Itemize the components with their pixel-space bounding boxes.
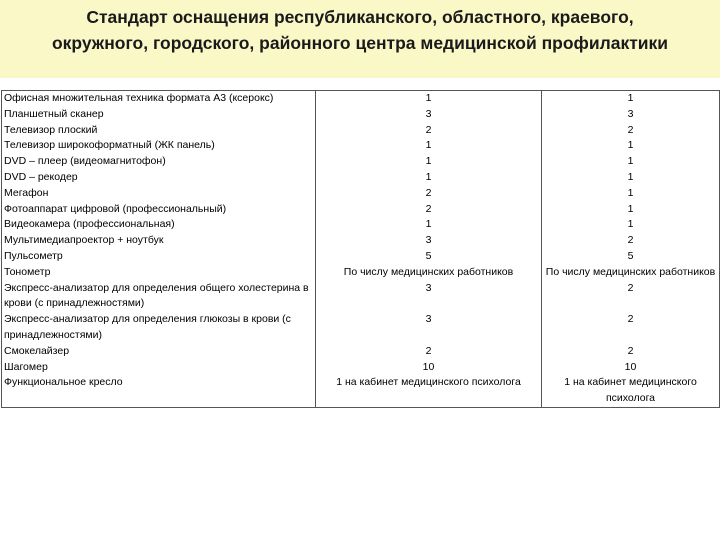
quantity-district: 1 [542,138,720,154]
quantity-district: По числу медицинских работников [542,265,720,281]
quantity-district: 1 [542,186,720,202]
table-row [2,249,720,265]
equipment-name: DVD – плеер (видеомагнитофон) [2,154,316,170]
quantity-regional: 1 [316,91,542,107]
quantity-district: 3 [542,107,720,123]
quantity-district: 2 [542,233,720,249]
quantity-regional: 1 [316,154,542,170]
quantity-regional: 3 [316,233,542,249]
quantity-regional: 3 [316,107,542,123]
title-line-1: Стандарт оснащения республиканского, областного, краевого, [86,7,634,27]
equipment-name: Тонометр [2,265,316,281]
quantity-regional: 2 [316,202,542,218]
quantity-regional: 2 [316,186,542,202]
table-row [2,91,720,107]
quantity-district: 1 [542,154,720,170]
quantity-regional: 2 [316,123,542,139]
equipment-name: Планшетный сканер [2,107,316,123]
table-row [2,123,720,139]
table-row [2,154,720,170]
equipment-name: DVD – рекодер [2,170,316,186]
equipment-name: Фотоаппарат цифровой (профессиональный) [2,202,316,218]
quantity-district: 2 [542,312,720,344]
table-row [2,360,720,376]
quantity-regional: 1 [316,170,542,186]
equipment-name: Телевизор широкоформатный (ЖК панель) [2,138,316,154]
table-row [2,265,720,281]
quantity-district: 1 на кабинет медицинского психолога [542,375,720,407]
table-row [2,344,720,360]
equipment-table [1,90,720,408]
equipment-name: Телевизор плоский [2,123,316,139]
quantity-regional: 1 на кабинет медицинского психолога [316,375,542,407]
quantity-regional: 2 [316,344,542,360]
quantity-regional: 3 [316,281,542,313]
table-row [2,138,720,154]
table-row [2,281,720,313]
quantity-district: 10 [542,360,720,376]
quantity-regional: 5 [316,249,542,265]
equipment-name: Видеокамера (профессиональная) [2,217,316,233]
table-row [2,233,720,249]
quantity-district: 2 [542,123,720,139]
quantity-regional: По числу медицинских работников [316,265,542,281]
quantity-district: 5 [542,249,720,265]
quantity-district: 1 [542,91,720,107]
quantity-district: 1 [542,202,720,218]
table-row [2,217,720,233]
equipment-name: Мультимедиапроектор + ноутбук [2,233,316,249]
title-line-2: окружного, городского, районного центра медицинской профилактики [51,33,669,53]
equipment-name: Шагомер [2,360,316,376]
equipment-name: Экспресс-анализатор для определения общего холестерина в крови (с принадлежностями) [2,281,316,313]
table-row [2,202,720,218]
quantity-regional: 1 [316,138,542,154]
equipment-name: Экспресс-анализатор для определения глюкозы в крови (с принадлежностями) [2,312,316,344]
quantity-regional: 10 [316,360,542,376]
equipment-name: Смокелайзер [2,344,316,360]
equipment-name: Функциональное кресло [2,375,316,407]
quantity-regional: 1 [316,217,542,233]
page-title [0,4,720,56]
quantity-district: 1 [542,217,720,233]
quantity-district: 1 [542,170,720,186]
table-row [2,312,720,344]
table-row [2,170,720,186]
equipment-name: Офисная множительная техника формата А3 (ксерокс) [2,91,316,107]
table-row [2,107,720,123]
quantity-district: 2 [542,344,720,360]
quantity-district: 2 [542,281,720,313]
equipment-name: Пульсометр [2,249,316,265]
equipment-name: Мегафон [2,186,316,202]
quantity-regional: 3 [316,312,542,344]
table-row [2,186,720,202]
table-row [2,375,720,407]
